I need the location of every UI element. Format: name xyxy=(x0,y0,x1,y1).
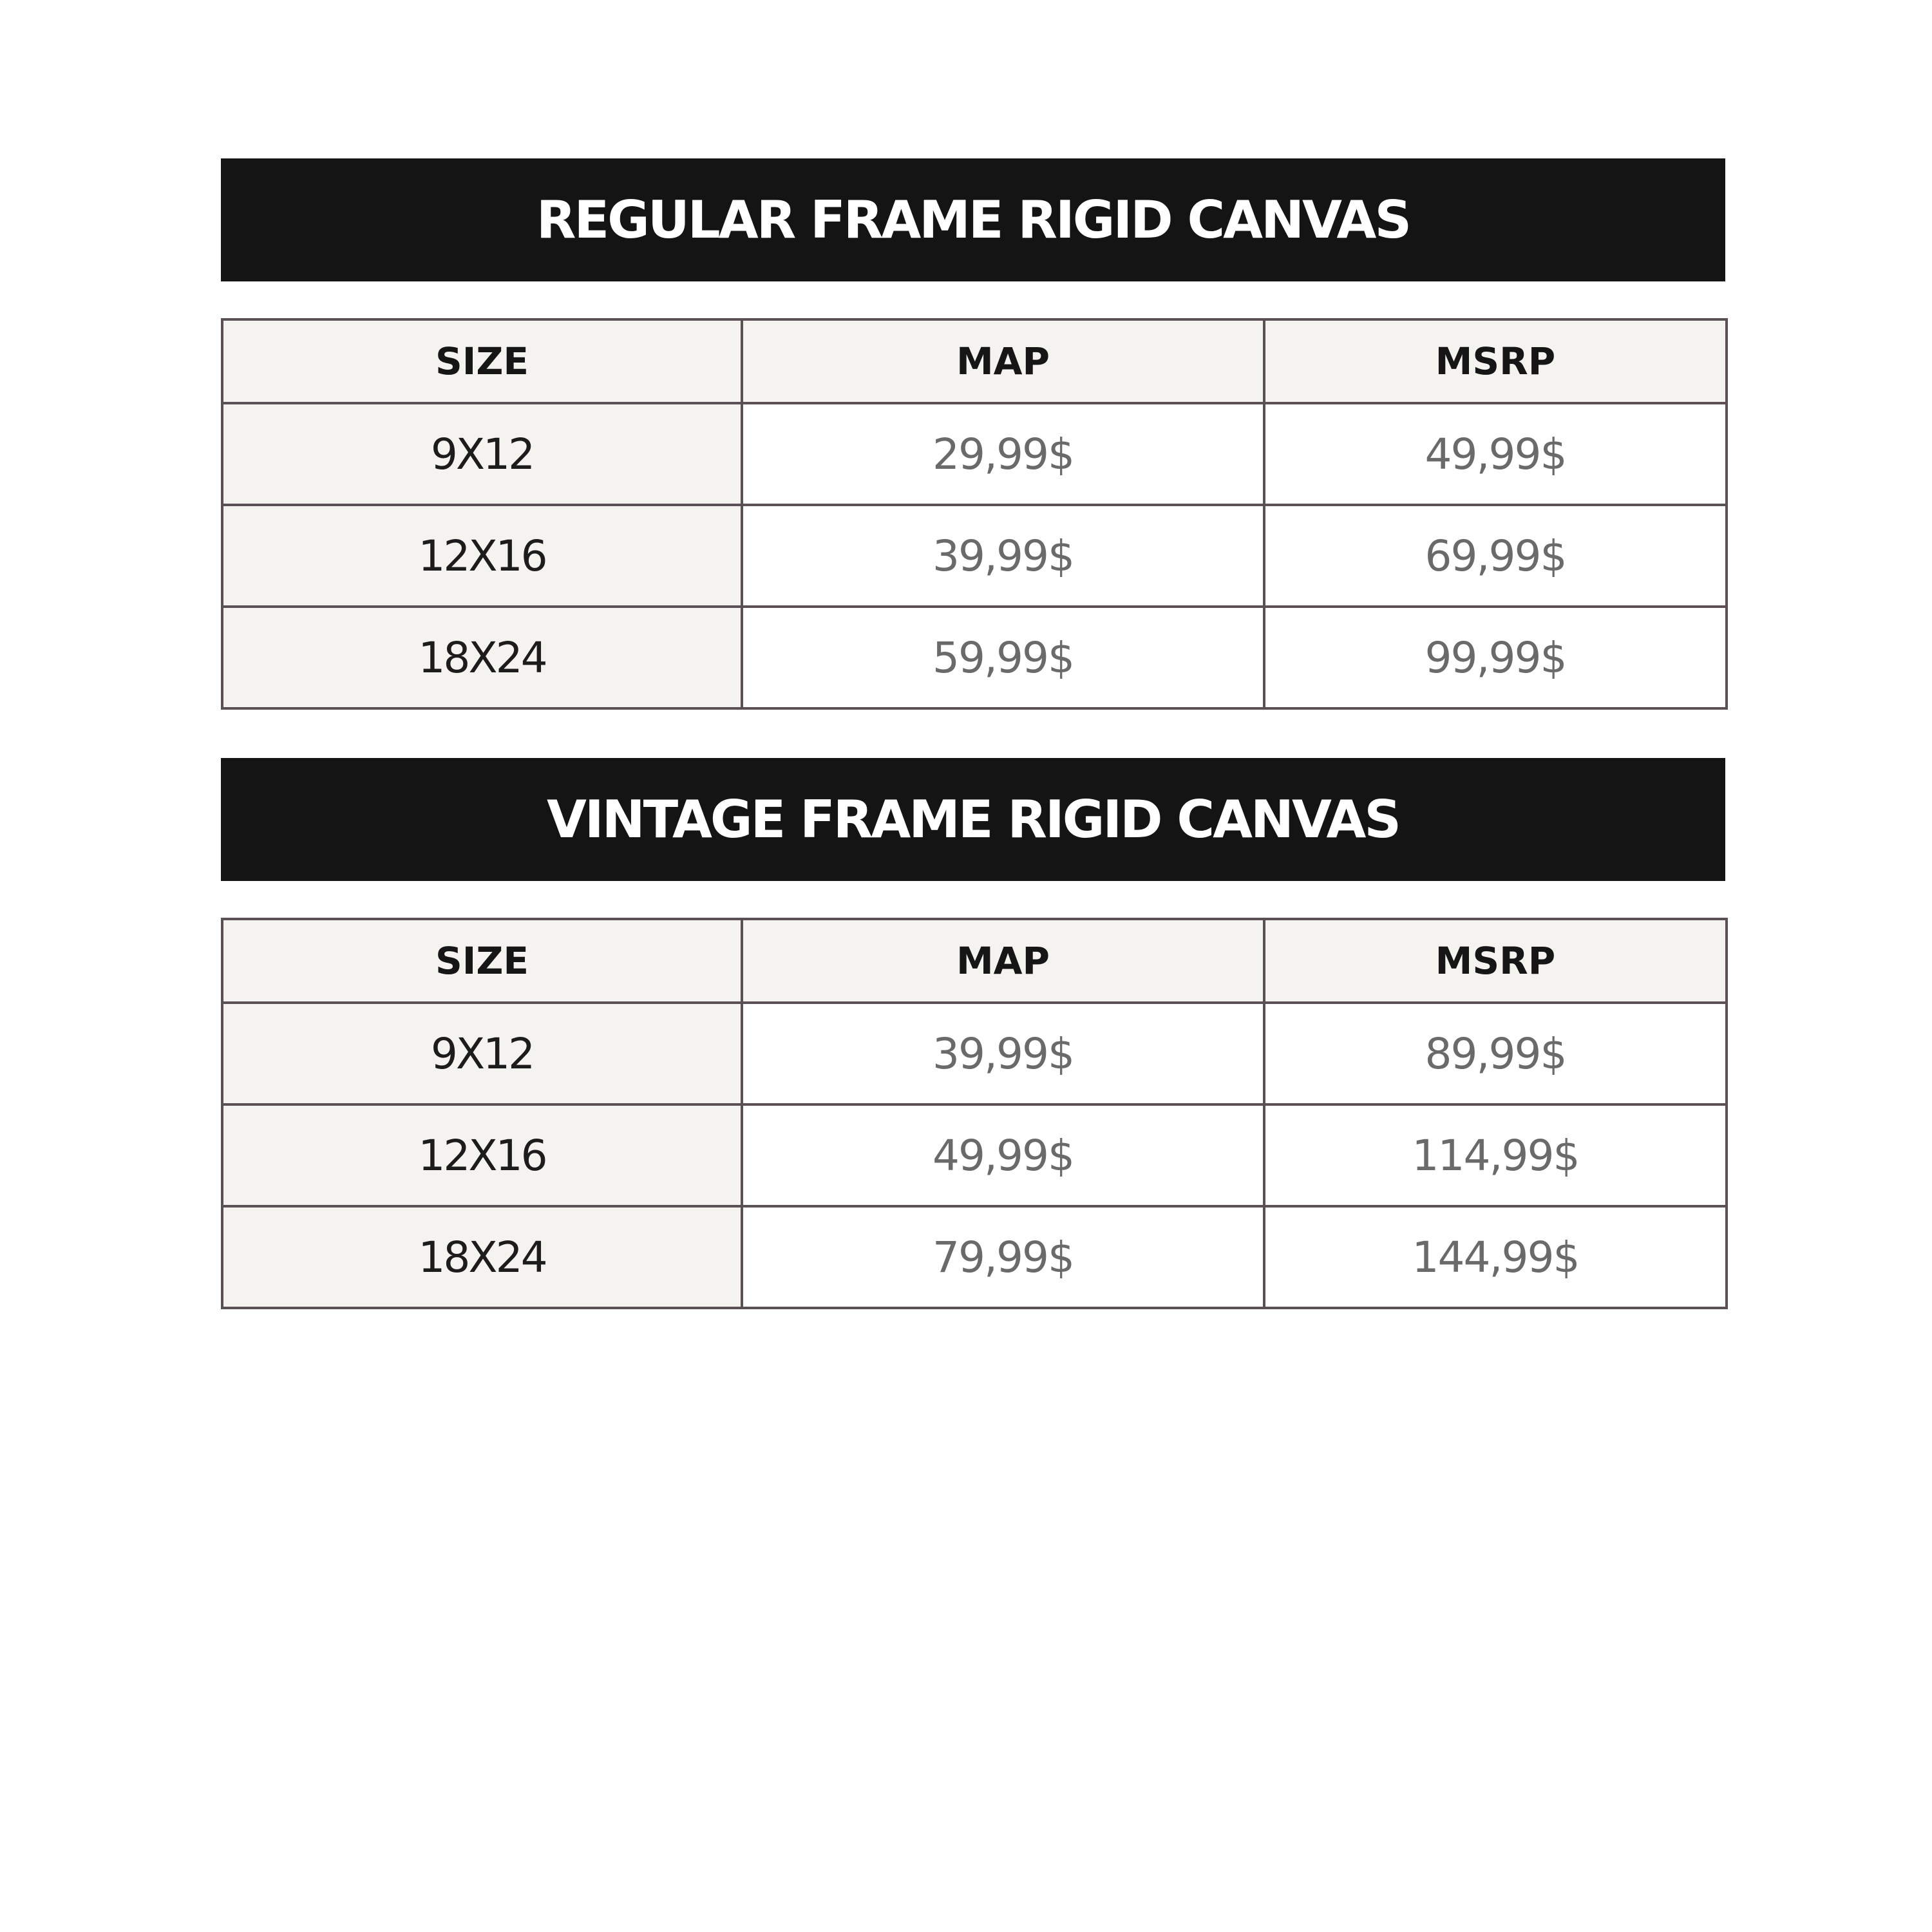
msrp-price-cell: 89,99$ xyxy=(1264,1003,1727,1104)
section-title: REGULAR FRAME RIGID CANVAS xyxy=(536,190,1410,250)
table-header-row xyxy=(222,919,1727,1003)
column-header-map: MAP xyxy=(742,319,1264,403)
table-row xyxy=(222,607,1727,708)
msrp-price-cell: 69,99$ xyxy=(1264,505,1727,607)
column-header-size: SIZE xyxy=(222,319,742,403)
size-cell: 9X12 xyxy=(222,1003,742,1104)
column-header-size: SIZE xyxy=(222,919,742,1003)
map-price-cell: 29,99$ xyxy=(742,403,1264,505)
column-header-map: MAP xyxy=(742,919,1264,1003)
section-title-banner xyxy=(221,758,1725,881)
size-cell: 9X12 xyxy=(222,403,742,505)
section-title-banner xyxy=(221,158,1725,281)
table-row xyxy=(222,403,1727,505)
column-header-msrp: MSRP xyxy=(1264,919,1727,1003)
map-price-cell: 49,99$ xyxy=(742,1104,1264,1206)
table-header-row xyxy=(222,319,1727,403)
vintage-frame-section xyxy=(221,758,1725,1309)
size-cell: 12X16 xyxy=(222,1104,742,1206)
msrp-price-cell: 114,99$ xyxy=(1264,1104,1727,1206)
table-row xyxy=(222,1003,1727,1104)
msrp-price-cell: 144,99$ xyxy=(1264,1206,1727,1308)
map-price-cell: 39,99$ xyxy=(742,1003,1264,1104)
price-table xyxy=(221,918,1728,1309)
size-cell: 18X24 xyxy=(222,607,742,708)
size-cell: 12X16 xyxy=(222,505,742,607)
table-row xyxy=(222,1104,1727,1206)
column-header-msrp: MSRP xyxy=(1264,319,1727,403)
table-row xyxy=(222,1206,1727,1308)
map-price-cell: 39,99$ xyxy=(742,505,1264,607)
regular-frame-section xyxy=(221,158,1725,710)
price-table xyxy=(221,318,1728,710)
section-title: VINTAGE FRAME RIGID CANVAS xyxy=(547,790,1399,849)
msrp-price-cell: 49,99$ xyxy=(1264,403,1727,505)
msrp-price-cell: 99,99$ xyxy=(1264,607,1727,708)
map-price-cell: 59,99$ xyxy=(742,607,1264,708)
size-cell: 18X24 xyxy=(222,1206,742,1308)
table-row xyxy=(222,505,1727,607)
map-price-cell: 79,99$ xyxy=(742,1206,1264,1308)
